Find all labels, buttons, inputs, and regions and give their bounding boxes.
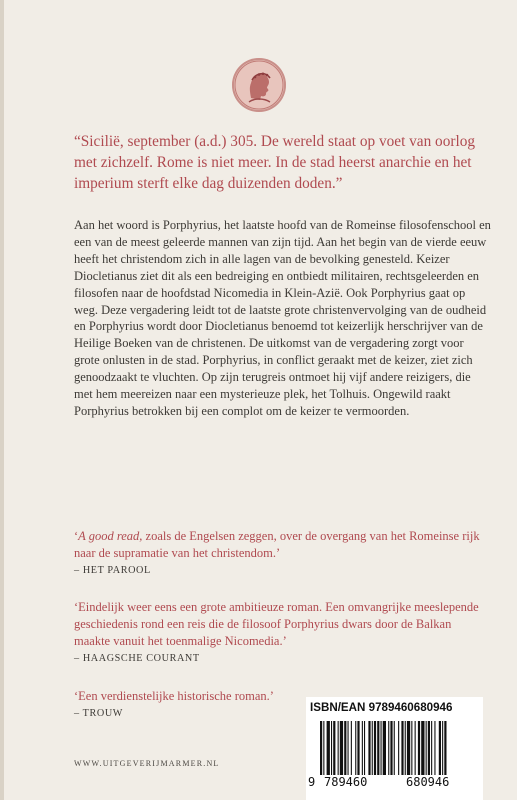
barcode-digit-group-2: 680946 bbox=[406, 775, 450, 789]
portrait-medallion-icon bbox=[232, 58, 286, 112]
barcode-digit-lead: 9 bbox=[308, 775, 316, 789]
barcode bbox=[306, 697, 483, 800]
review-source: – TROUW bbox=[74, 707, 124, 719]
quote-open-mark: ‘ bbox=[74, 529, 79, 543]
barcode-digit-group-1: 789460 bbox=[324, 775, 368, 789]
review-quote-emphasis: A good read, bbox=[78, 529, 143, 543]
review-source: – HET PAROOL bbox=[74, 564, 151, 576]
review-quote-text: zoals de Engelsen zeggen, over de overgang van het Romeinse rijk naar de supramatie van het christendom.’ bbox=[74, 529, 480, 560]
review-quote: ‘Eindelijk weer eens een grote ambitieuze roman. Een omvangrijke meeslepende geschiedenis rond een reis die de filosoof Porphyrius dwars door de Balkan maakte vanuit het toenmalige Nicomedia.’ bbox=[74, 600, 479, 648]
review-source: – HAAGSCHE COURANT bbox=[74, 652, 200, 664]
review-quote bbox=[74, 528, 484, 562]
barcode-bars bbox=[310, 721, 479, 779]
opening-quote: “Sicilië, september (a.d.) 305. De wereld staat op voet van oorlog met zichzelf. Rome is niet meer. In de stad heerst anarchie en het imperium sterft elke dag duizenden doden.” bbox=[74, 133, 475, 192]
publisher-website: WWW.UITGEVERIJMARMER.NL bbox=[74, 759, 220, 768]
synopsis: Aan het woord is Porphyrius, het laatste hoofd van de Romeinse filosofenschool en een van de meest geleerde mannen van zijn tijd. Aan het begin van de vierde eeuw heeft het christendom zich in alle lagen van de bevolking genesteld. Keizer Diocletianus ziet dit als een bedreiging en ontbiedt militairen, rechtsgeleerden en filosofen naar de hoofdstad Nicomedia in Klein-Azië. Ook Porphyrius gaat op weg. Deze vergadering leidt tot de laatste grote christenvervolging van de oudheid en Porphyrius wordt door Diocletianus benoemd tot keizerlijk herschrijver van de Heilige Boeken van de christenen. De uitkomst van de vergadering zorgt voor grote onlusten in de stad. Porphyrius, in conflict geraakt met de keizer, ziet zich genoodzaakt te vluchten. Op zijn terugreis ontmoet hij vijf andere reizigers, die met hem meereizen naar een mysterieuze plek, het Tolhuis. Ongewild raakt Porphyrius betrokken bij een complot om de keizer te vermoorden. bbox=[74, 218, 491, 418]
review-quote: ‘Een verdienstelijke historische roman.’ bbox=[74, 689, 274, 703]
review-haagsche-courant bbox=[74, 599, 484, 664]
review-het-parool bbox=[74, 528, 484, 576]
isbn-label: ISBN/EAN 9789460680946 bbox=[310, 701, 453, 714]
